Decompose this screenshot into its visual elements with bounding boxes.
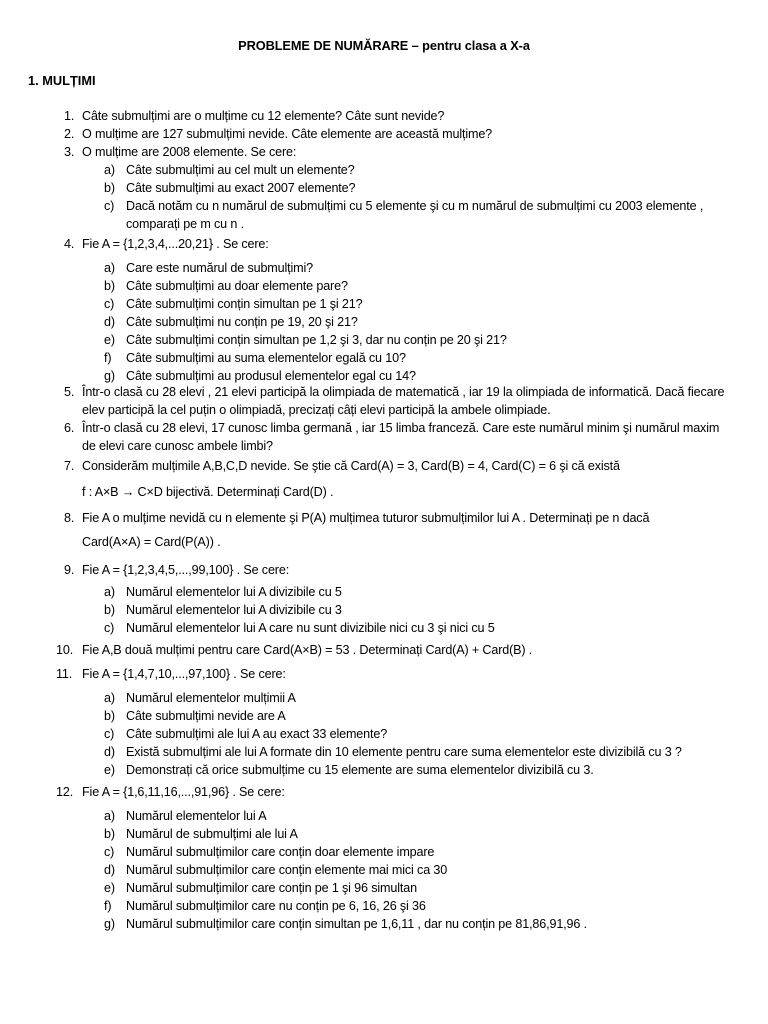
subpoint-text: Demonstrați că orice submulțime cu 15 elemente are suma elementelor divizibilă cu 3. bbox=[126, 763, 594, 777]
subpoint-text: Numărul elementelor lui A bbox=[126, 809, 267, 823]
subpoint-label: a) bbox=[104, 163, 115, 177]
subpoint-text: Numărul elementelor lui A divizibile cu 5 bbox=[126, 585, 342, 599]
subpoint-text: Numărul elementelor mulțimii A bbox=[126, 691, 296, 705]
subpoint-label: b) bbox=[104, 181, 115, 195]
subpoint-text: Câte submulțimi conțin simultan pe 1,2 şi 3, dar nu conțin pe 20 şi 21? bbox=[126, 333, 507, 347]
subpoint-label: a) bbox=[104, 261, 115, 275]
problem-text: Fie A = {1,2,3,4,5,...,99,100} . Se cere: bbox=[82, 563, 290, 577]
subpoint-text: Câte submulțimi au suma elementelor egală cu 10? bbox=[126, 351, 406, 365]
subpoint-text: Numărul submulțimilor care conțin elemente mai mici ca 30 bbox=[126, 863, 448, 877]
problem-number: 12. bbox=[56, 785, 74, 799]
subpoint-text: Numărul de submulțimi ale lui A bbox=[126, 827, 298, 841]
subpoint-label: d) bbox=[104, 745, 115, 759]
subpoint-text: Dacă notăm cu n numărul de submulțimi cu 5 elemente şi cu m numărul de submulțimi cu 2003 elemente , bbox=[126, 199, 704, 213]
problem-text: O mulțime are 2008 elemente. Se cere: bbox=[82, 145, 297, 159]
problem-number: 10. bbox=[56, 643, 74, 657]
subpoint-label: f) bbox=[104, 351, 112, 365]
subpoint-text: Câte submulțimi au cel mult un elemente? bbox=[126, 163, 355, 177]
subpoint-text: Câte submulțimi ale lui A au exact 33 elemente? bbox=[126, 727, 388, 741]
subpoint-continuation: comparați pe m cu n . bbox=[126, 217, 244, 231]
problem-text: Fie A,B două mulțimi pentru care Card(A×B) = 53 . Determinați Card(A) + Card(B) . bbox=[82, 643, 533, 657]
subpoint-text: Numărul submulțimilor care conțin doar elemente impare bbox=[126, 845, 435, 859]
subpoint-label: c) bbox=[104, 199, 115, 213]
subpoint-text: Numărul elementelor lui A divizibile cu 3 bbox=[126, 603, 342, 617]
subpoint-label: a) bbox=[104, 809, 115, 823]
subpoint-text: Numărul elementelor lui A care nu sunt divizibile nici cu 3 şi nici cu 5 bbox=[126, 621, 495, 635]
subpoint-text: Există submulțimi ale lui A formate din 10 elemente pentru care suma elementelor este divizibilă cu 3 ? bbox=[126, 745, 682, 759]
problem-number: 8. bbox=[64, 511, 75, 525]
problem-text: Fie A = {1,6,11,16,...,91,96} . Se cere: bbox=[82, 785, 285, 799]
subpoint-label: b) bbox=[104, 603, 115, 617]
problem-number: 3. bbox=[64, 145, 75, 159]
subpoint-text: Câte submulțimi nu conțin pe 19, 20 şi 21? bbox=[126, 315, 358, 329]
problem-continuation: f : A×B → C×D bijectivă. Determinați Card(D) . bbox=[82, 485, 334, 499]
problem-number: 6. bbox=[64, 421, 75, 435]
section-heading: 1. MULȚIMI bbox=[28, 73, 96, 88]
subpoint-label: c) bbox=[104, 297, 115, 311]
subpoint-label: e) bbox=[104, 881, 115, 895]
problem-text: Fie A o mulțime nevidă cu n elemente şi P(A) mulțimea tuturor submulțimilor lui A . Determinați pe n dacă bbox=[82, 511, 650, 525]
subpoint-label: b) bbox=[104, 279, 115, 293]
subpoint-label: g) bbox=[104, 917, 115, 931]
problem-continuation: de elevi care cunosc ambele limbi? bbox=[82, 439, 273, 453]
subpoint-text: Câte submulțimi au produsul elementelor egal cu 14? bbox=[126, 369, 416, 383]
subpoint-label: d) bbox=[104, 863, 115, 877]
subpoint-text: Numărul submulțimilor care nu conțin pe 6, 16, 26 şi 36 bbox=[126, 899, 426, 913]
problem-text: Câte submulțimi are o mulțime cu 12 elemente? Câte sunt nevide? bbox=[82, 109, 445, 123]
subpoint-label: b) bbox=[104, 827, 115, 841]
problem-text: Considerăm mulțimile A,B,C,D nevide. Se ştie că Card(A) = 3, Card(B) = 4, Card(C) = 6 şi că există bbox=[82, 459, 620, 473]
subpoint-text: Numărul submulțimilor care conțin pe 1 şi 96 simultan bbox=[126, 881, 417, 895]
subpoint-label: a) bbox=[104, 691, 115, 705]
problem-text: Fie A = {1,4,7,10,...,97,100} . Se cere: bbox=[82, 667, 286, 681]
problem-text: Într-o clasă cu 28 elevi , 21 elevi participă la olimpiada de matematică , iar 19 la olimpiada de informatică. Dacă fiecare bbox=[82, 385, 725, 399]
subpoint-label: c) bbox=[104, 727, 115, 741]
problem-number: 11. bbox=[56, 667, 73, 681]
problem-text: Fie A = {1,2,3,4,...20,21} . Se cere: bbox=[82, 237, 269, 251]
subpoint-label: d) bbox=[104, 315, 115, 329]
subpoint-label: g) bbox=[104, 369, 115, 383]
subpoint-label: b) bbox=[104, 709, 115, 723]
subpoint-text: Care este numărul de submulțimi? bbox=[126, 261, 313, 275]
problem-number: 1. bbox=[64, 109, 75, 123]
problem-continuation: Card(A×A) = Card(P(A)) . bbox=[82, 535, 221, 549]
subpoint-text: Câte submulțimi nevide are A bbox=[126, 709, 286, 723]
subpoint-label: c) bbox=[104, 845, 115, 859]
subpoint-text: Câte submulțimi conțin simultan pe 1 şi 21? bbox=[126, 297, 363, 311]
problem-number: 7. bbox=[64, 459, 75, 473]
subpoint-text: Câte submulțimi au doar elemente pare? bbox=[126, 279, 348, 293]
problem-number: 4. bbox=[64, 237, 75, 251]
problem-number: 5. bbox=[64, 385, 75, 399]
subpoint-label: e) bbox=[104, 333, 115, 347]
subpoint-text: Numărul submulțimilor care conțin simultan pe 1,6,11 , dar nu conțin pe 81,86,91,96 . bbox=[126, 917, 587, 931]
problem-number: 2. bbox=[64, 127, 75, 141]
subpoint-label: f) bbox=[104, 899, 112, 913]
problem-continuation: elev participă la cel puțin o olimpiadă, precizați câți elevi participă la ambele olimpiade. bbox=[82, 403, 551, 417]
document-title: PROBLEME DE NUMĂRARE – pentru clasa a X-a bbox=[238, 38, 530, 53]
problem-text: O mulțime are 127 submulțimi nevide. Câte elemente are această mulțime? bbox=[82, 127, 493, 141]
problem-text: Într-o clasă cu 28 elevi, 17 cunosc limba germană , iar 15 limba franceză. Care este numărul minim şi numărul maxim bbox=[82, 421, 720, 435]
subpoint-label: c) bbox=[104, 621, 115, 635]
subpoint-label: a) bbox=[104, 585, 115, 599]
subpoint-text: Câte submulțimi au exact 2007 elemente? bbox=[126, 181, 356, 195]
subpoint-label: e) bbox=[104, 763, 115, 777]
problem-number: 9. bbox=[64, 563, 75, 577]
